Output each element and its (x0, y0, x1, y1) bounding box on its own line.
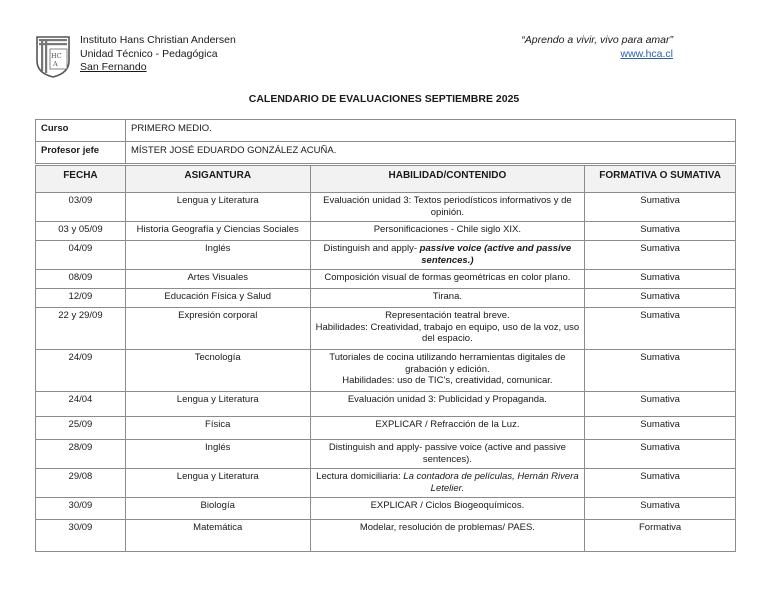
course-info-table (35, 119, 736, 164)
cell-contenido (310, 417, 585, 440)
cell-tipo: Sumativa (585, 498, 736, 520)
institution-name: Instituto Hans Christian Andersen (80, 34, 236, 46)
cell-tipo: Sumativa (585, 440, 736, 469)
school-crest-icon (35, 35, 71, 79)
table-row (36, 289, 736, 308)
cell-fecha: 30/09 (36, 498, 126, 520)
cell-asignatura: Lengua y Literatura (125, 392, 310, 417)
contenido-line: Habilidades: uso de TIC’s, creatividad, comunicar. (342, 375, 553, 386)
institution-city: San Fernando (80, 61, 147, 73)
institution-unit: Unidad Técnico - Pedagógica (80, 47, 218, 60)
evaluations-table (35, 165, 736, 552)
table-row (36, 469, 736, 498)
cell-contenido (310, 270, 585, 289)
table-row (36, 270, 736, 289)
table-row (36, 222, 736, 241)
table-row (36, 417, 736, 440)
table-row (36, 498, 736, 520)
cell-tipo: Sumativa (585, 270, 736, 289)
cell-fecha: 12/09 (36, 289, 126, 308)
table-row (36, 241, 736, 270)
cell-fecha: 25/09 (36, 417, 126, 440)
column-header-fecha: FECHA (36, 166, 126, 193)
cell-fecha: 24/04 (36, 392, 126, 417)
cell-tipo: Sumativa (585, 193, 736, 222)
cell-asignatura: Matemática (125, 520, 310, 552)
cell-fecha: 30/09 (36, 520, 126, 552)
cell-asignatura: Física (125, 417, 310, 440)
course-value: PRIMERO MEDIO. (126, 120, 736, 142)
table-row (36, 392, 736, 417)
cell-asignatura: Lengua y Literatura (125, 469, 310, 498)
cell-tipo: Sumativa (585, 469, 736, 498)
cell-asignatura: Expresión corporal (125, 308, 310, 350)
teacher-value: MÍSTER JOSÉ EDUARDO GONZÁLEZ ACUÑA. (126, 142, 736, 164)
table-row (36, 520, 736, 552)
cell-fecha: 28/09 (36, 440, 126, 469)
course-row (36, 120, 736, 142)
cell-contenido (310, 193, 585, 222)
contenido-line: Tutoriales de cocina utilizando herramientas digitales de grabación y edición. (329, 352, 566, 375)
cell-contenido (310, 350, 585, 392)
institution-header (35, 34, 236, 79)
cell-tipo: Sumativa (585, 392, 736, 417)
svg-text:HC: HC (51, 52, 62, 60)
cell-contenido (310, 498, 585, 520)
cell-asignatura: Inglés (125, 440, 310, 469)
column-header-asignatura: ASIGANTURA (125, 166, 310, 193)
cell-contenido (310, 440, 585, 469)
contenido-line: Composición visual de formas geométricas en color plano. (324, 272, 571, 283)
cell-contenido (310, 222, 585, 241)
table-row (36, 308, 736, 350)
motto-block (521, 34, 673, 61)
motto: “Aprendo a vivir, vivo para amar” (521, 34, 673, 46)
contenido-line: EXPLICAR / Refracción de la Luz. (375, 419, 520, 430)
cell-asignatura: Historia Geografía y Ciencias Sociales (125, 222, 310, 241)
cell-fecha: 03/09 (36, 193, 126, 222)
teacher-label: Profesor jefe (36, 142, 126, 164)
contenido-line: Distinguish and apply- passive voice (active and passive sentences). (328, 442, 566, 465)
cell-fecha: 04/09 (36, 241, 126, 270)
cell-asignatura: Artes Visuales (125, 270, 310, 289)
contenido-line: Modelar, resolución de problemas/ PAES. (359, 522, 535, 533)
cell-asignatura: Biología (125, 498, 310, 520)
cell-contenido (310, 241, 585, 270)
contenido-line: Representación teatral breve. (385, 310, 510, 321)
cell-fecha: 29/08 (36, 469, 126, 498)
cell-tipo: Sumativa (585, 241, 736, 270)
cell-tipo: Sumativa (585, 222, 736, 241)
cell-contenido (310, 392, 585, 417)
teacher-row (36, 142, 736, 164)
cell-contenido (310, 308, 585, 350)
column-header-tipo: FORMATIVA O SUMATIVA (585, 166, 736, 193)
cell-fecha: 08/09 (36, 270, 126, 289)
cell-tipo: Sumativa (585, 308, 736, 350)
cell-tipo: Sumativa (585, 289, 736, 308)
cell-tipo: Sumativa (585, 417, 736, 440)
contenido-line: EXPLICAR / Ciclos Biogeoquímicos. (370, 500, 525, 511)
contenido-line: Tirana. (432, 291, 462, 302)
contenido-line: Evaluación unidad 3: Textos periodísticos informativos y de opinión. (323, 195, 572, 218)
table-row (36, 193, 736, 222)
cell-asignatura: Lengua y Literatura (125, 193, 310, 222)
cell-fecha: 24/09 (36, 350, 126, 392)
cell-contenido (310, 469, 585, 498)
contenido-line: Evaluación unidad 3: Publicidad y Propaganda. (347, 394, 547, 405)
column-header-contenido: HABILIDAD/CONTENIDO (310, 166, 585, 193)
contenido-prefix: Distinguish and apply- (323, 243, 420, 254)
course-label: Curso (36, 120, 126, 142)
contenido-line: Habilidades: Creatividad, trabajo en equipo, uso de la voz, uso del espacio. (315, 321, 580, 344)
cell-asignatura: Inglés (125, 241, 310, 270)
svg-text:A: A (53, 60, 58, 68)
contenido-emphasis: passive voice (active and passive sentences.) (419, 243, 572, 266)
website-link[interactable]: www.hca.cl (620, 47, 673, 60)
table-row (36, 350, 736, 392)
cell-tipo: Sumativa (585, 350, 736, 392)
contenido-book-title: La contadora de películas, Hernán Rivera Letelier. (403, 471, 579, 494)
table-header-row (36, 166, 736, 193)
cell-fecha: 03 y 05/09 (36, 222, 126, 241)
cell-fecha: 22 y 29/09 (36, 308, 126, 350)
cell-asignatura: Educación Física y Salud (125, 289, 310, 308)
cell-tipo: Formativa (585, 520, 736, 552)
cell-asignatura: Tecnología (125, 350, 310, 392)
cell-contenido (310, 520, 585, 552)
contenido-prefix: Lectura domiciliaria: (316, 471, 404, 482)
table-row (36, 440, 736, 469)
document-title: CALENDARIO DE EVALUACIONES SEPTIEMBRE 2025 (248, 93, 520, 105)
contenido-line: Personificaciones - Chile siglo XIX. (373, 224, 522, 235)
cell-contenido (310, 289, 585, 308)
